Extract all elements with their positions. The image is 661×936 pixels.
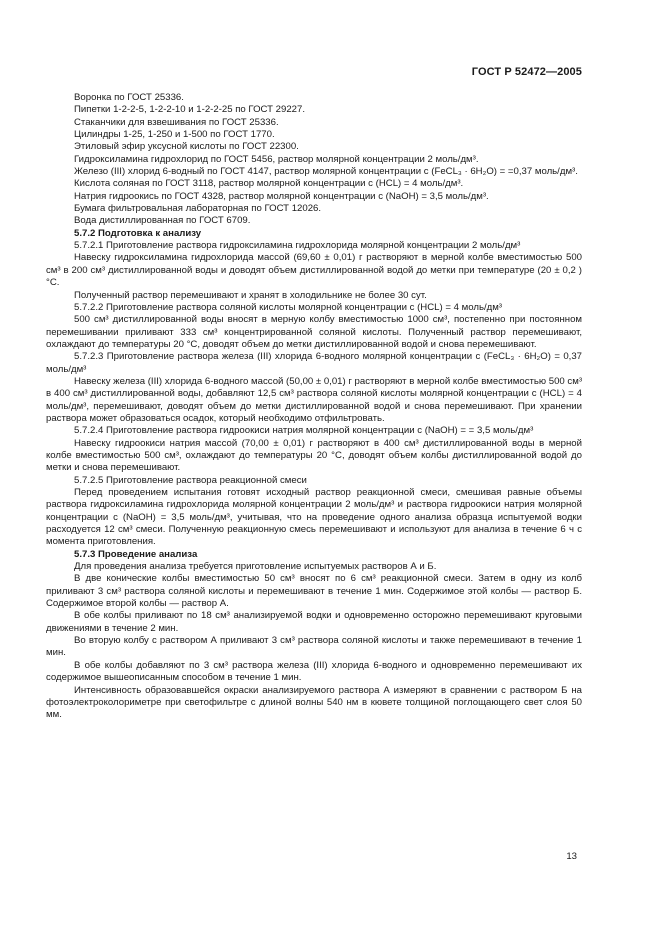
body-paragraph: Бумага фильтровальная лабораторная по ГОСТ 12026. [74, 203, 322, 215]
body-paragraph: Цилиндры 1-25, 1-250 и 1-500 по ГОСТ 1770. [74, 129, 275, 141]
document-code-header: ГОСТ Р 52472—2005 [471, 66, 582, 78]
body-paragraph: Для проведения анализа требуется приготовление испытуемых растворов А и Б. [74, 561, 437, 573]
page-number: 13 [566, 851, 577, 862]
body-paragraph: 5.7.2.5 Приготовление раствора реакционной смеси [74, 474, 307, 486]
body-paragraph: Этиловый эфир уксусной кислоты по ГОСТ 22300. [74, 141, 299, 153]
body-paragraph: Во вторую колбу с раствором А приливают 3 см³ раствора соляной кислоты и также перемешивают в течение 1 мин. [46, 635, 582, 659]
body-paragraph: Воронка по ГОСТ 25336. [74, 92, 184, 103]
body-paragraph: Навеску гидроксиламина гидрохлорида массой (69,60 ± 0,01) г растворяют в мерной колбе вместимостью 500 см³ в 200 см³ дистиллированной воды и доводят объем дистиллированной водой до метки при температуре (20 ± 0,2 ) °С. [46, 252, 582, 289]
document-body [46, 92, 582, 722]
body-paragraph: Вода дистиллированная по ГОСТ 6709. [74, 215, 251, 227]
body-paragraph: Интенсивность образовавшейся окраски анализируемого раствора А измеряют в сравнении с раствором Б на фотоэлектроколориметре при светофильтре с длиной волны 540 нм в кювете толщиной поглощающего свет слоя 50 мм. [46, 684, 582, 721]
body-paragraph: 5.7.2.2 Приготовление раствора соляной кислоты молярной концентрации c (HCL) = 4 моль/дм³ [74, 301, 502, 313]
section-heading: 5.7.2 Подготовка к анализу [74, 227, 202, 239]
body-paragraph: 5.7.2.3 Приготовление раствора железа (III) хлорида 6-водного молярной концентрации c (FeCL₃ · 6H₂O) = 0,37 моль/дм³ [46, 351, 582, 375]
body-paragraph: Стаканчики для взвешивания по ГОСТ 25336. [74, 116, 279, 128]
body-paragraph: Навеску железа (III) хлорида 6-водного массой (50,00 ± 0,01) г растворяют в мерной колбе вместимостью 500 см³ в 400 см³ дистиллированной воды, добавляют 12,5 см³ раствора соляной кислоты молярной концентрации c (HCL) = 4 моль/дм³, перемешивают, доводят объем до метки дистиллированной водой и снова перемешивают. При хранении раствора может образоваться осадок, который необходимо отфильтровать. [46, 375, 583, 424]
body-paragraph: Навеску гидроокиси натрия массой (70,00 ± 0,01) г растворяют в 400 см³ дистиллированной воды в мерной колбе вместимостью 500 см³, охлаждают до температуры 20 °С, доводят объем колбы дистиллированной водой до метки и снова перемешивают. [46, 437, 582, 474]
body-paragraph: Пипетки 1-2-2-5, 1-2-2-10 и 1-2-2-25 по ГОСТ 29227. [74, 104, 306, 116]
section-heading: 5.7.3 Проведение анализа [74, 548, 198, 560]
body-paragraph: 500 см³ дистиллированной воды вносят в мерную колбу вместимостью 1000 см³, постепенно при постоянном перемешивании приливают 333 см³ концентрированной соляной кислоты. Полученный раствор перемешивают, охлаждают до температуры 20 °С, доводят объем до метки дистиллированной водой и снова перемешивают. [46, 314, 582, 350]
body-paragraph: В две конические колбы вместимостью 50 см³ вносят по 6 см³ реакционной смеси. Затем в одну из колб приливают 3 см³ раствора соляной кислоты и перемешивают в течение 1 мин. Содержимое этой колбы — раствор Б. Содержимое второй колбы — раствор А. [46, 573, 582, 610]
body-paragraph: Кислота соляная по ГОСТ 3118, раствор молярной концентрации c (HCL) = 4 моль/дм³. [74, 178, 464, 190]
body-paragraph: В обе колбы приливают по 18 см³ анализируемой водки и одновременно осторожно перемешивают круговыми движениями в течение 2 мин. [46, 610, 582, 634]
body-paragraph: Натрия гидроокись по ГОСТ 4328, раствор молярной концентрации c (NaOH) = 3,5 моль/дм³. [74, 190, 489, 202]
body-paragraph: Железо (III) хлорид 6-водный по ГОСТ 4147, раствор молярной концентрации c (FeCL₃ · 6H₂O) = =0,37 моль/дм³. [74, 166, 578, 178]
body-paragraph: 5.7.2.4 Приготовление раствора гидроокиси натрия молярной концентрации c (NaOH) = = 3,5 моль/дм³ [74, 425, 534, 437]
body-paragraph: Перед проведением испытания готовят исходный раствор реакционной смеси, смешивая равные объемы раствора гидроксиламина гидрохлорида молярной концентрации 2 моль/дм³ и раствора гидроокиси натрия молярной концентрации c (NaOH) = 3,5 моль/дм³, учитывая, что на проведение одного анализа образца испытуемой водки расходуется 12 см³ смеси. Полученную реакционную смесь перемешивают и используют для анализа в течение 6 ч с момента приготовления. [46, 487, 582, 548]
body-paragraph: Гидроксиламина гидрохлорид по ГОСТ 5456, раствор молярной концентрации 2 моль/дм³. [74, 153, 479, 165]
body-paragraph: В обе колбы добавляют по 3 см³ раствора железа (III) хлорида 6-водного и одновременно перемешивают их содержимое вышеописанным способом в течение 1 мин. [46, 659, 582, 684]
body-paragraph: Полученный раствор перемешивают и хранят в холодильнике не более 30 сут. [74, 289, 427, 301]
body-paragraph: 5.7.2.1 Приготовление раствора гидроксиламина гидрохлорида молярной концентрации 2 моль/дм³ [74, 240, 521, 252]
